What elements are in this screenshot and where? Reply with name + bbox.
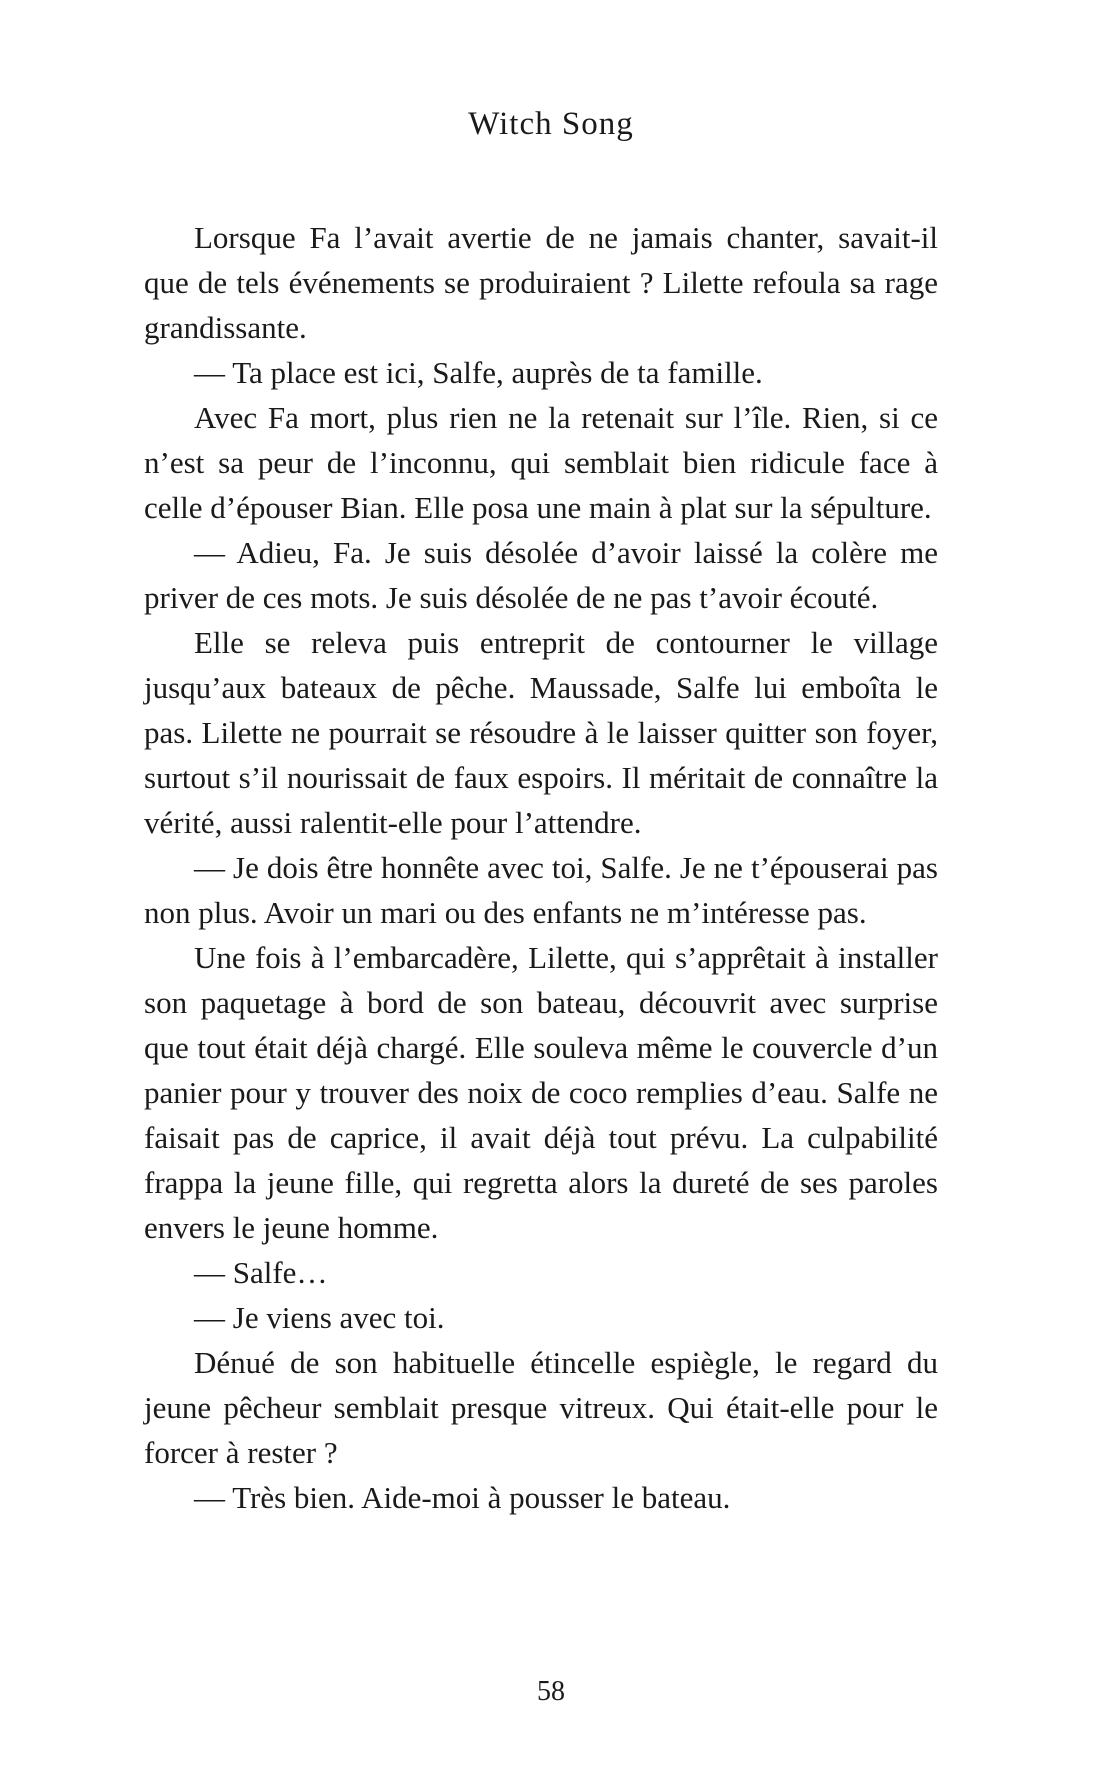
paragraph-11: — Très bien. Aide-moi à pousser le bateau. (194, 1480, 731, 1515)
paragraph-9: — Je viens avec toi. (194, 1300, 445, 1335)
running-header-title: Witch Song (468, 106, 634, 142)
paragraph-4: — Adieu, Fa. Je suis désolée d’avoir laissé la colère me priver de ces mots. Je suis désolée de ne pas t’avoir écouté. (144, 535, 938, 615)
page-number: 58 (537, 1676, 565, 1707)
paragraph-10: Dénué de son habituelle étincelle espiègle, le regard du jeune pêcheur semblait presque vitreux. Qui était-elle pour le forcer à rester ? (144, 1345, 938, 1470)
paragraph-3: Avec Fa mort, plus rien ne la retenait sur l’île. Rien, si ce n’est sa peur de l’inconnu, qui semblait bien ridicule face à celle d’épouser Bian. Elle posa une main à plat sur la sépulture. (144, 400, 938, 525)
paragraph-7: Une fois à l’embarcadère, Lilette, qui s’apprêtait à installer son paquetage à bord de son bateau, découvrit avec surprise que tout était déjà chargé. Elle souleva même le couvercle d’un panier pour y trouver des noix de coco remplies d’eau. Salfe ne faisait pas de caprice, il avait déjà tout prévu. La culpabilité frappa la jeune fille, qui regretta alors la dureté de ses paroles envers le jeune homme. (144, 940, 938, 1245)
paragraph-5: Elle se releva puis entreprit de contourner le village jusqu’aux bateaux de pêche. Maussade, Salfe lui emboîta le pas. Lilette ne pourrait se résoudre à le laisser quitter son foyer, surtout s’il nourissait de faux espoirs. Il méritait de connaître la vérité, aussi ralentit-elle pour l’attendre. (144, 625, 938, 840)
paragraph-8: — Salfe… (194, 1255, 328, 1290)
paragraph-1: Lorsque Fa l’avait avertie de ne jamais chanter, savait-il que de tels événements se produiraient ? Lilette refoula sa rage grandissante. (144, 220, 938, 345)
paragraph-6: — Je dois être honnête avec toi, Salfe. Je ne t’épouserai pas non plus. Avoir un mari ou des enfants ne m’intéresse pas. (144, 850, 938, 930)
body-text (144, 215, 938, 1520)
paragraph-2: — Ta place est ici, Salfe, auprès de ta famille. (194, 355, 763, 390)
